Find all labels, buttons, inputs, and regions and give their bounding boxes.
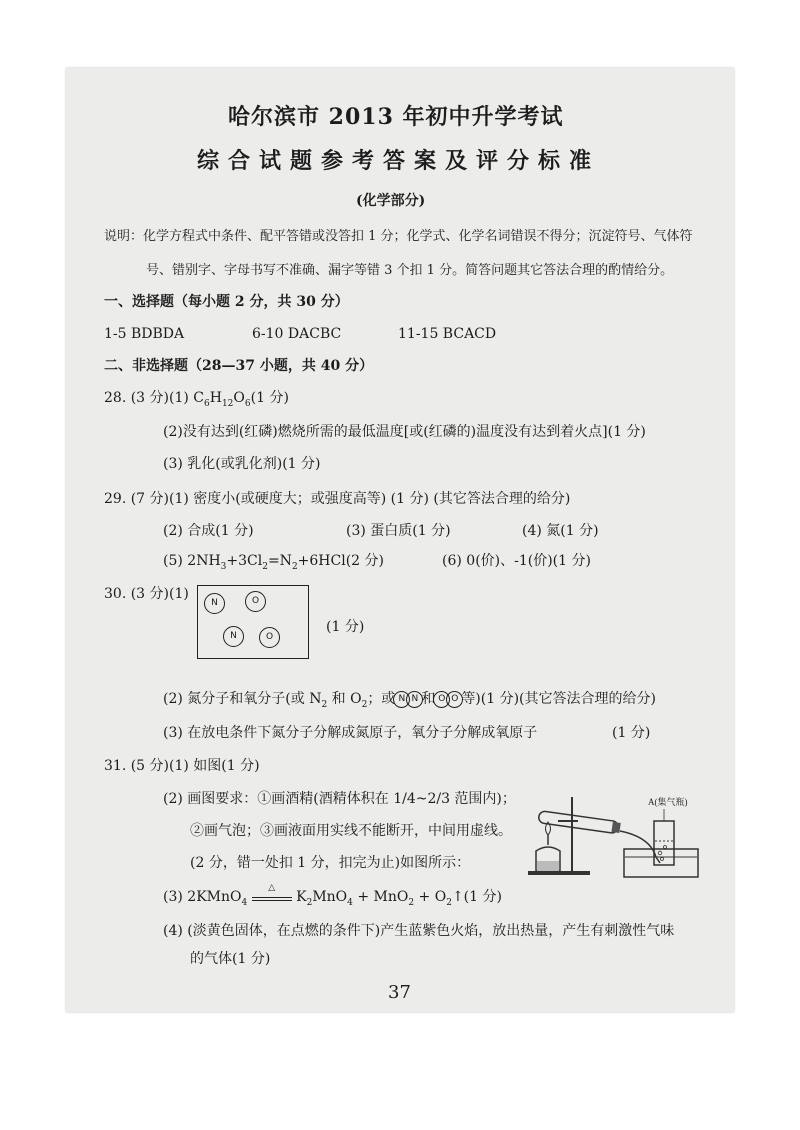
q29-part-5: (5) $2NH_3+3Cl_2=N_2+6HCl(2$ 分): [163, 553, 384, 572]
oxygen-atom-icon: O: [446, 691, 463, 708]
oxygen-collection-apparatus-diagram: [520, 785, 700, 885]
q30-part-1: 30. (3 分)(1): [104, 586, 189, 602]
q28-part-1: 28. (3 分)(1) $C_6H_{12}O_6(1$ 分): [104, 390, 289, 409]
q30-part-2: (2) 氮分子和氧分子(或 $N_2$ 和 $O_2$；或 N N 和 O O 等)(1 分)(其它答法合理的给分): [163, 691, 656, 710]
note-line-2: 号、错别字、字母书写不准确、漏字等错 3 个扣 1 分。简答问题其它答法合理的酌情给分。: [146, 263, 674, 278]
q29-part-3: (3) 蛋白质(1 分): [346, 523, 451, 539]
answers-6-10: 6-10 DACBC: [252, 326, 342, 342]
q31-part-2: (2) 画图要求：①画酒精(酒精体积在 1/4~2/3 范围内)；: [163, 791, 516, 807]
q29-part-4: (4) 氮(1 分): [522, 523, 599, 539]
q31-part-2-line-3: (2 分，错一处扣 1 分，扣完为止)如图所示：: [190, 855, 471, 871]
answers-11-15: 11-15 BCACD: [398, 326, 497, 342]
part-label: (化学部分): [356, 193, 426, 209]
q31-part-1: 31. (5 分)(1) 如图(1 分): [104, 758, 260, 774]
q29-part-1: 29. (7 分)(1) 密度小(或硬度大；或强度高等) (1 分) (其它答法合理的给分): [104, 491, 571, 507]
nitrogen-atom-icon: N: [204, 593, 225, 614]
q28-part-2: (2)没有达到(红磷)燃烧所需的最低温度[或(红磷的)温度没有达到着火点](1 分): [163, 424, 646, 440]
q31-part-4: (4) (淡黄色固体，在点燃的条件下)产生蓝紫色火焰，放出热量，产生有刺激性气味: [163, 923, 675, 939]
nitrogen-atom-icon: N: [223, 626, 244, 647]
q30-part-3-score: (1 分): [612, 725, 651, 741]
particle-diagram-box: [197, 585, 309, 659]
q31-part-2-line-2: ②画气泡；③画液面用实线不能断开，中间用虚线。: [190, 823, 512, 839]
page-title: 哈尔滨市 2013 年初中升学考试: [228, 104, 564, 130]
q31-part-3: (3) 2KMnO$_4$ △ $K_2MnO_4 + MnO_2$ + $O_2↑(1$ 分): [163, 888, 502, 912]
apparatus-label: A(集气瓶): [648, 797, 688, 807]
section-1-heading: 一、选择题（每小题 2 分，共 30 分）: [104, 294, 349, 310]
q30-part-3: (3) 在放电条件下氮分子分解成氮原子，氧分子分解成氧原子: [163, 725, 538, 741]
q29-part-2: (2) 合成(1 分): [163, 523, 254, 539]
q31-part-4-line-2: 的气体(1 分): [190, 951, 271, 967]
oxygen-atom-icon: O: [433, 691, 450, 708]
nitrogen-atom-icon: N: [406, 691, 423, 708]
nitrogen-atom-icon: N: [393, 691, 410, 708]
heating-condition: △: [268, 883, 276, 893]
q30-score-1: (1 分): [326, 619, 365, 635]
oxygen-atom-icon: O: [245, 591, 266, 612]
q29-part-6: (6) 0(价)、-1(价)(1 分): [442, 553, 591, 569]
page-number: 37: [388, 982, 411, 1003]
note-line-1: 说明：化学方程式中条件、配平答错或没答扣 1 分；化学式、化学名词错误不得分；沉淀符号、气体符: [104, 229, 693, 244]
q28-part-3: (3) 乳化(或乳化剂)(1 分): [163, 456, 321, 472]
page-subtitle: 综合试题参考答案及评分标准: [197, 148, 601, 174]
oxygen-atom-icon: O: [259, 627, 280, 648]
answers-1-5: 1-5 BDBDA: [104, 326, 185, 342]
section-2-heading: 二、非选择题（28—37 小题，共 40 分）: [104, 358, 374, 374]
